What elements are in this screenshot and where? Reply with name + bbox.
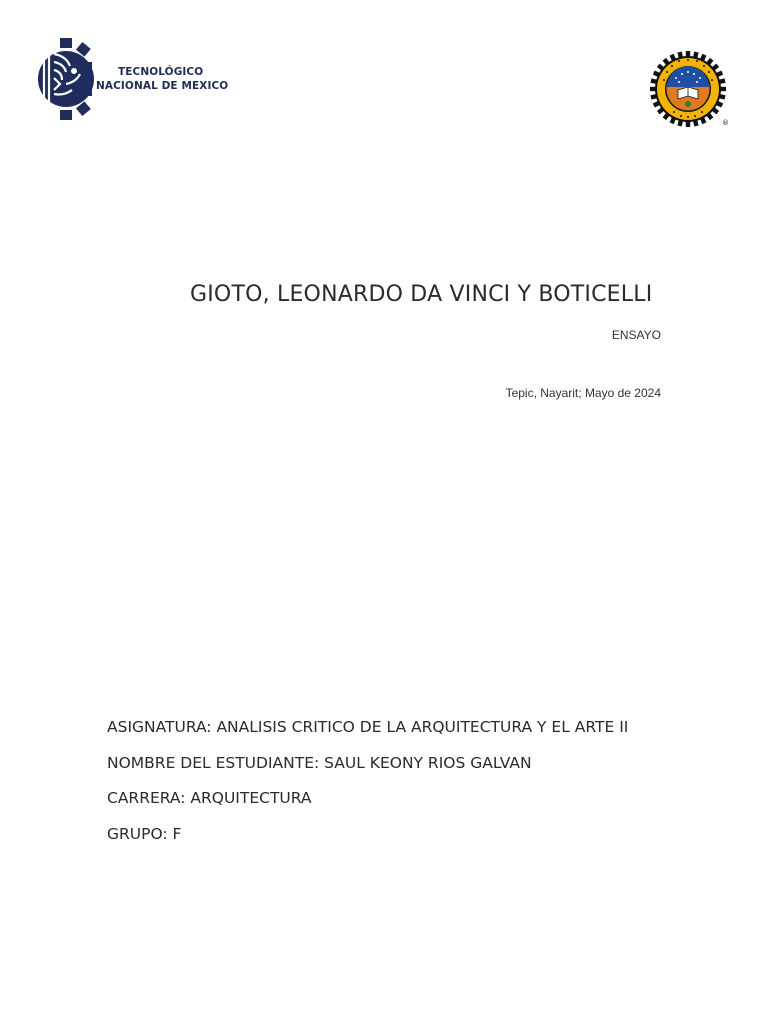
info-nombre-estudiante: NOMBRE DEL ESTUDIANTE: SAUL KEONY RIOS GALVAN — [107, 753, 532, 772]
tecnm-logo-line1: TECNOLÓGICO — [118, 66, 204, 78]
tecnm-logo-wordmark — [96, 65, 228, 93]
document-title: GIOTO, LEONARDO DA VINCI Y BOTICELLI — [190, 282, 653, 307]
tecnm-logo — [36, 38, 229, 120]
info-carrera: CARRERA: ARQUITECTURA — [107, 789, 312, 808]
info-grupo: GRUPO: F — [107, 824, 182, 843]
instituto-tecnologico-de-tepic-seal-icon — [650, 50, 730, 130]
student-info — [107, 716, 628, 858]
tecnm-logo-line2: NACIONAL DE MEXICO — [96, 80, 229, 92]
info-asignatura: ASIGNATURA: ANALISIS CRITICO DE LA ARQUITECTURA Y EL ARTE II — [107, 718, 629, 736]
ittepic-seal — [650, 50, 730, 130]
document-subtitle: ENSAYO — [611, 328, 661, 342]
place-and-date: Tepic, Nayarit; Mayo de 2024 — [505, 386, 661, 400]
registered-mark: ® — [722, 119, 729, 127]
tecnm-gear-logo-icon — [36, 38, 96, 120]
